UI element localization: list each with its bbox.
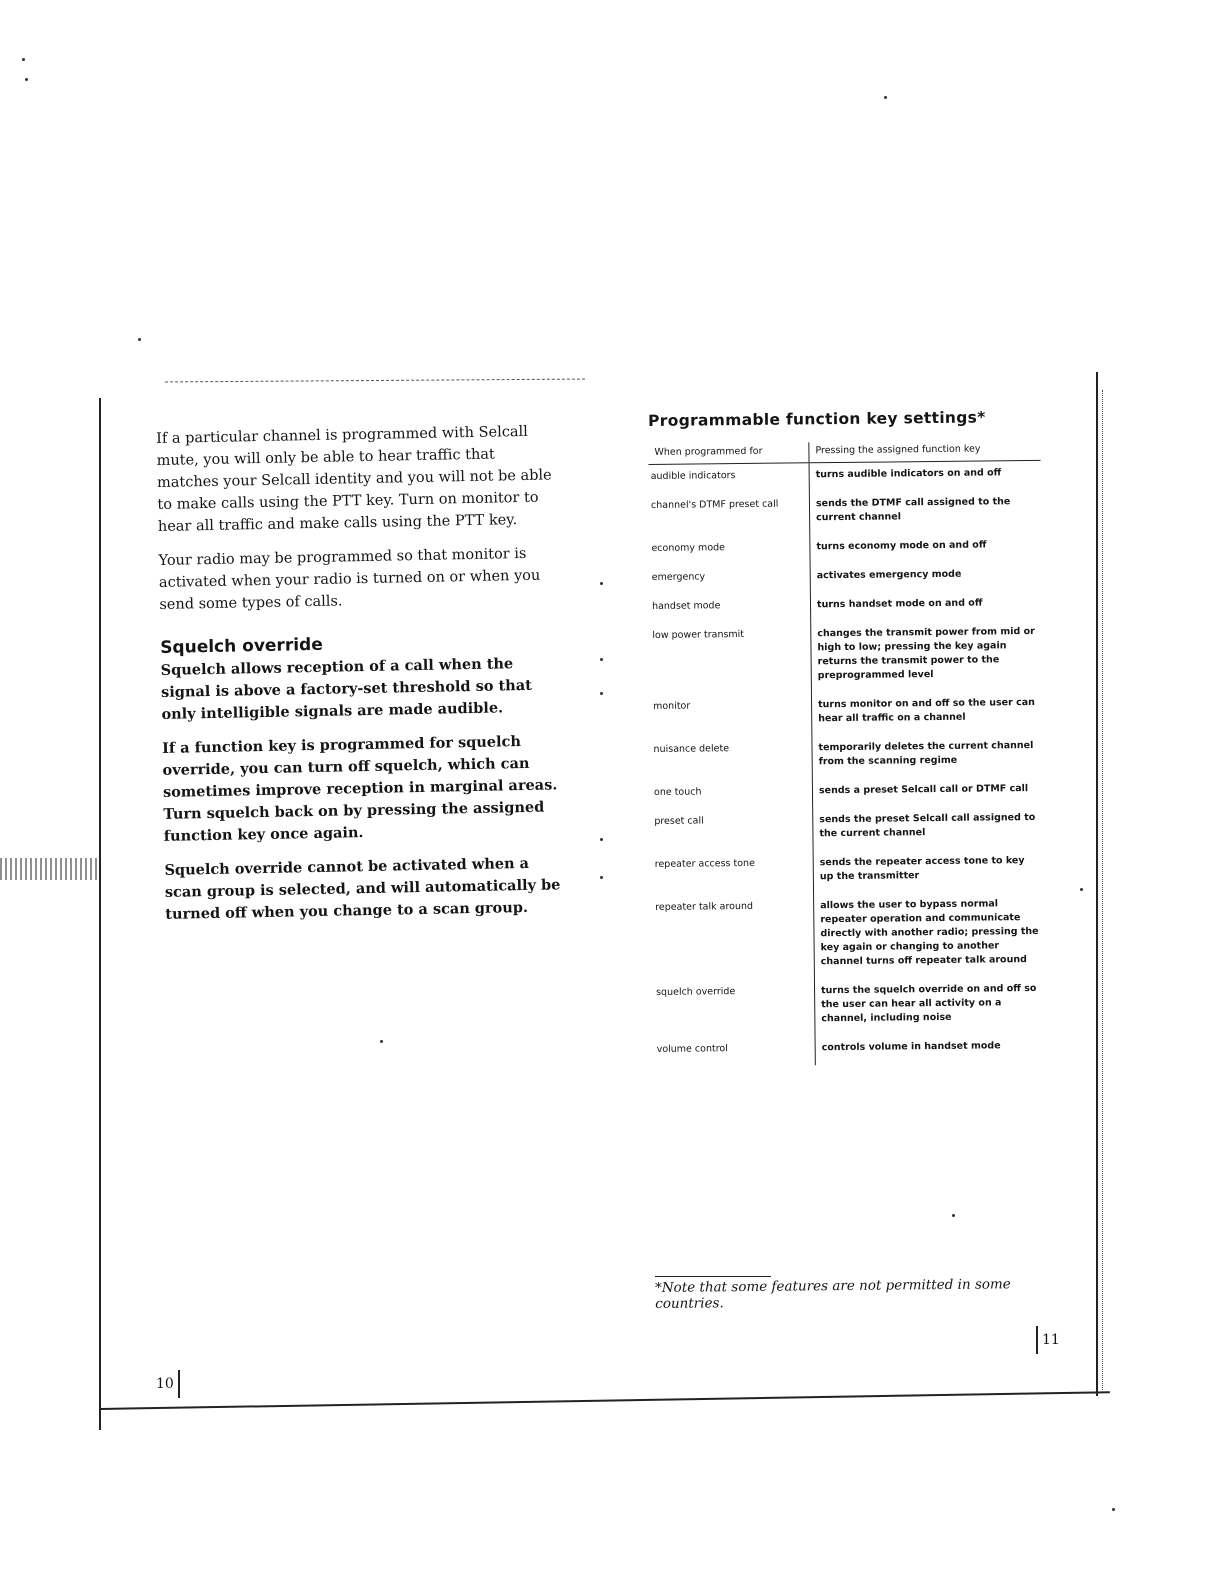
scan-speck xyxy=(138,338,141,341)
scan-speck xyxy=(600,658,603,661)
table-cell-action: turns monitor on and off so the user can hear all traffic on a channel xyxy=(811,691,1043,736)
squelch-paragraph-2: If a function key is programmed for squelch override, you can turn off squelch, which can sometimes improve reception in marginal areas. Turn squelch back on by pressing the assigned function key once again. xyxy=(161,733,558,845)
table-cell-feature: low power transmit xyxy=(652,629,745,641)
scan-speck xyxy=(884,96,887,99)
scan-speck xyxy=(600,692,603,695)
table-cell-feature: monitor xyxy=(653,700,691,712)
table-row xyxy=(650,562,1042,595)
table-cell-action: sends the DTMF call assigned to the current channel xyxy=(809,490,1041,535)
page-number-left-text: 10 xyxy=(156,1376,174,1392)
scan-speck xyxy=(1112,1508,1115,1511)
table-row xyxy=(651,691,1043,738)
page-number-bar xyxy=(1036,1326,1038,1354)
table-row xyxy=(650,591,1042,624)
column-header-programmed-for: When programmed for xyxy=(648,442,809,464)
table-cell-feature: channel's DTMF preset call xyxy=(650,498,779,511)
table-row xyxy=(653,892,1046,981)
table-cell-feature: squelch override xyxy=(656,986,736,998)
function-key-table xyxy=(648,440,1047,1067)
table-row xyxy=(650,620,1043,695)
table-row xyxy=(649,533,1041,566)
table-cell-feature: economy mode xyxy=(651,542,726,554)
table-cell-feature: preset call xyxy=(654,815,704,827)
table-cell-action: turns economy mode on and off xyxy=(810,533,1042,564)
table-cell-action: controls volume in handset mode xyxy=(815,1034,1047,1065)
squelch-paragraph-3: Squelch override cannot be activated when a scan group is selected, and will automatically be turned off when you change to a scan group. xyxy=(164,854,561,923)
left-page-body xyxy=(156,420,566,938)
page-frame-right xyxy=(1096,372,1098,1396)
column-header-pressing-key: Pressing the assigned function key xyxy=(809,440,1041,463)
page-number-bar xyxy=(178,1370,180,1398)
table-cell-action: changes the transmit power from mid or high to low; pressing the key again returns the transmit power to the preprogrammed level xyxy=(811,620,1043,693)
right-page-body xyxy=(648,408,1055,1067)
table-cell-feature: volume control xyxy=(656,1043,728,1055)
scan-speck xyxy=(22,58,25,61)
scan-speck xyxy=(952,1214,955,1217)
table-cell-action: allows the user to bypass normal repeater operation and communicate directly with another radio; pressing the key again or changing to another channel turns off repeater talk around xyxy=(814,892,1046,979)
table-cell-feature: repeater talk around xyxy=(655,900,754,913)
intro-paragraph-1: If a particular channel is programmed with Selcall mute, you will only be able to hear traffic that matches your Selcall identity and you will not be able to make calls using the PTT key. Turn on monitor to hear all traffic and make calls using the PTT key. xyxy=(156,423,552,535)
squelch-paragraph-1: Squelch allows reception of a call when the signal is above a factory-set threshold so that only intelligible signals are made audible. xyxy=(160,655,532,723)
table-row xyxy=(655,1034,1047,1067)
table-row xyxy=(652,806,1044,853)
scan-noise xyxy=(0,858,100,880)
table-cell-action: temporarily deletes the current channel from the scanning regime xyxy=(812,734,1044,779)
table-row xyxy=(652,777,1044,810)
page-number-right xyxy=(1036,1326,1060,1354)
scan-speck xyxy=(1080,888,1083,891)
scan-speck xyxy=(380,1040,383,1043)
table-cell-feature: emergency xyxy=(651,571,706,583)
table-cell-feature: one touch xyxy=(653,786,702,798)
table-row xyxy=(653,849,1045,896)
table-cell-action: turns handset mode on and off xyxy=(810,591,1042,622)
page-frame-top xyxy=(165,379,585,383)
footnote: *Note that some features are not permitted in some countries. xyxy=(655,1276,1011,1312)
page-number-left xyxy=(156,1370,180,1398)
footnote-rule xyxy=(655,1276,771,1277)
page-number-right-text: 11 xyxy=(1042,1332,1060,1348)
table-cell-feature: audible indicators xyxy=(650,470,736,482)
table-cell-feature: repeater access tone xyxy=(654,857,755,870)
intro-paragraph-2: Your radio may be programmed so that monitor is activated when your radio is turned on or when you send some types of calls. xyxy=(158,545,541,613)
table-cell-action: turns the squelch override on and off so the user can hear all activity on a channel, including noise xyxy=(814,977,1046,1036)
table-cell-action: sends the preset Selcall call assigned to the current channel xyxy=(813,806,1045,851)
table-row xyxy=(654,977,1047,1038)
table-cell-feature: nuisance delete xyxy=(653,743,730,755)
table-cell-action: sends the repeater access tone to key up the transmitter xyxy=(813,849,1045,894)
scan-speck xyxy=(600,582,603,585)
table-cell-action: sends a preset Selcall call or DTMF call xyxy=(812,777,1044,808)
table-row xyxy=(649,460,1041,494)
page-frame-left xyxy=(99,398,101,1430)
scan-speck xyxy=(25,78,28,81)
table-row xyxy=(651,734,1043,781)
table-cell-action: activates emergency mode xyxy=(810,562,1042,593)
section-heading-squelch-override: Squelch override xyxy=(160,634,323,658)
table-cell-action: turns audible indicators on and off xyxy=(809,460,1041,492)
table-cell-feature: handset mode xyxy=(651,600,721,612)
table-title: Programmable function key settings* xyxy=(648,408,986,430)
scan-speck xyxy=(600,838,603,841)
page-frame-right-edge xyxy=(1102,390,1103,1390)
table-row xyxy=(649,490,1041,537)
scan-speck xyxy=(600,876,603,879)
page-frame-bottom xyxy=(100,1391,1110,1410)
